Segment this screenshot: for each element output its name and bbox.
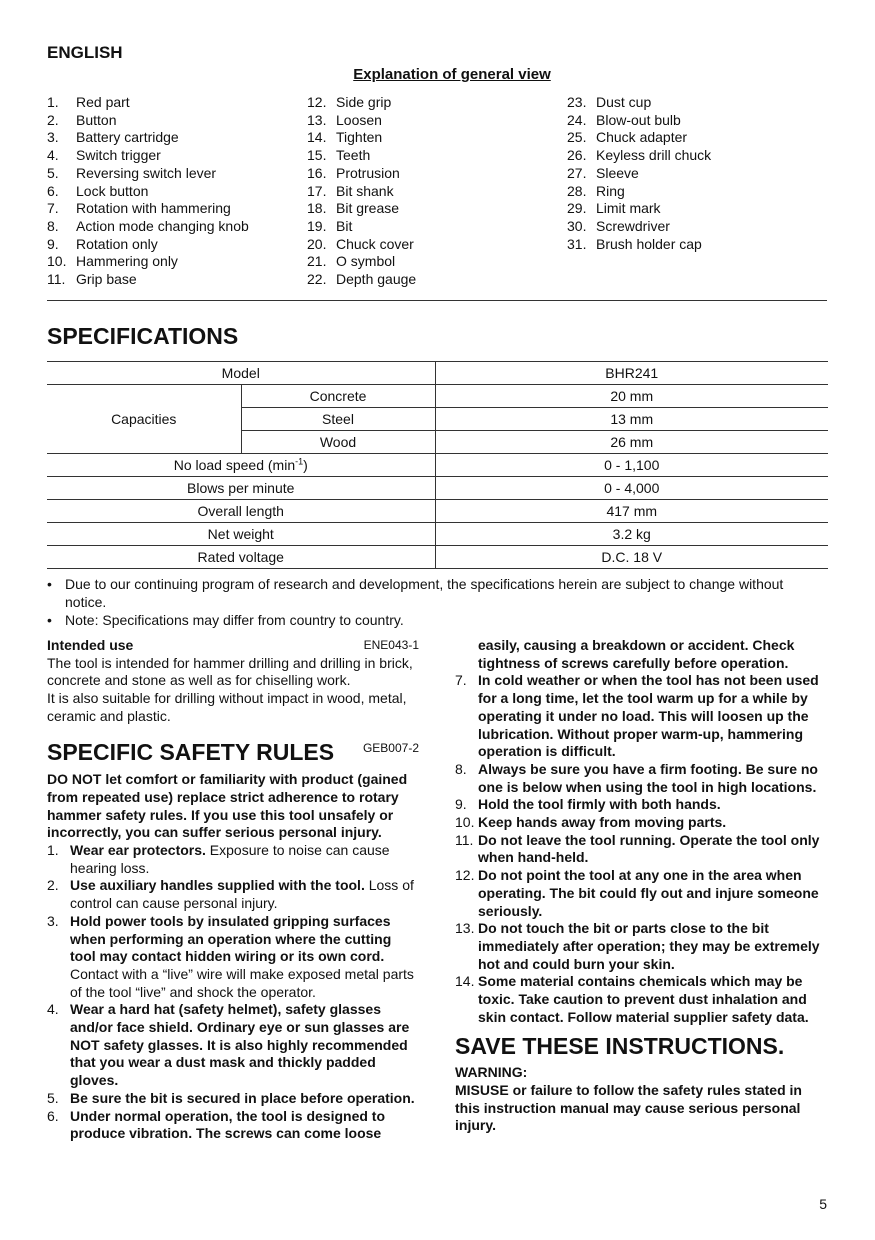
- general-view-item: [567, 218, 711, 236]
- spec-note: • Due to our continuing program of research and development, the specifications herein are subject to change without notice.: [47, 576, 784, 610]
- item-label: Switch trigger: [76, 147, 161, 164]
- safety-rule: 9. Hold the tool firmly with both hands.: [455, 796, 721, 813]
- general-view-item: [567, 200, 711, 218]
- general-view-item: [47, 147, 249, 165]
- item-label: Battery cartridge: [76, 129, 179, 146]
- spec-capacities-label: Capacities: [47, 385, 241, 454]
- item-number: 1.: [47, 94, 59, 110]
- general-view-item: [307, 271, 416, 289]
- general-view-item: [567, 147, 711, 165]
- item-label: Lock button: [76, 182, 149, 199]
- item-number: 24.: [567, 111, 587, 128]
- item-number: 5.: [47, 164, 59, 181]
- general-view-item: [567, 129, 711, 147]
- page-number: 5: [819, 1196, 827, 1212]
- spec-sublabel: Concrete: [241, 385, 435, 408]
- spec-row-model: [47, 362, 828, 385]
- left-column: [47, 637, 419, 1143]
- general-view-item: [307, 94, 416, 112]
- item-number: 2.: [47, 111, 59, 128]
- spec-value: D.C. 18 V: [435, 546, 828, 569]
- general-view-item: [567, 94, 711, 112]
- item-number: 15.: [307, 147, 327, 164]
- item-number: 23.: [567, 94, 587, 110]
- item-label: Hammering only: [76, 253, 178, 270]
- language-heading: ENGLISH: [47, 43, 123, 62]
- safety-rules-code: GEB007-2: [362, 740, 419, 755]
- spec-label: Net weight: [47, 523, 435, 546]
- item-number: 9.: [47, 235, 59, 252]
- item-label: Limit mark: [596, 200, 661, 217]
- general-view-item: [47, 129, 249, 147]
- safety-rule: 4. Wear a hard hat (safety helmet), safety glasses and/or face shield. Ordinary eye or sun glasses are NOT safety glasses. It is also highly recommended that you wear a dust mask and thickly padded gloves.: [47, 1001, 410, 1089]
- warning-text: MISUSE or failure to follow the safety rules stated in this instruction manual may cause serious personal injury.: [455, 1081, 802, 1134]
- safety-rule: 6. Under normal operation, the tool is designed to produce vibration. The screws can come loose: [47, 1107, 386, 1142]
- safety-rule: 8. Always be sure you have a firm footing. Be sure no one is below when using the tool in high locations.: [455, 760, 818, 795]
- general-view-item: [47, 112, 249, 130]
- item-number: 16.: [307, 164, 327, 181]
- general-view-title: Explanation of general view: [353, 66, 551, 83]
- right-column: [455, 637, 827, 1135]
- item-number: 27.: [567, 164, 587, 181]
- item-label: Red part: [76, 94, 130, 110]
- spec-value: 0 - 1,100: [435, 454, 828, 477]
- spec-value: BHR241: [435, 362, 828, 385]
- item-label: Bit: [336, 217, 353, 234]
- spec-label: No load speed $(\min^{-1})$: [47, 454, 435, 477]
- item-label: Teeth: [336, 147, 371, 164]
- intended-use-code: ENE043-1: [363, 638, 419, 652]
- general-view-item: [307, 112, 416, 130]
- intended-use-header: [47, 637, 419, 655]
- item-label: Depth gauge: [336, 271, 417, 288]
- safety-rule: 14. Some material contains chemicals which may be toxic. Take caution to prevent dust inhalation and skin contact. Follow material supplier safety data.: [455, 973, 809, 1025]
- general-view-item: [307, 218, 416, 236]
- safety-rule: 1. Wear ear protectors. Exposure to noise can cause hearing loss.: [47, 842, 390, 876]
- general-view-item: [307, 165, 416, 183]
- item-label: Screwdriver: [596, 217, 670, 234]
- spec-label: Overall length: [47, 500, 435, 523]
- specifications-title: SPECIFICATIONS: [47, 323, 239, 349]
- item-number: 25.: [567, 129, 587, 146]
- safety-rules-header: [47, 738, 419, 765]
- spec-value: 3.2 kg: [435, 523, 828, 546]
- item-label: Side grip: [336, 94, 392, 110]
- warning-label: WARNING:: [455, 1064, 528, 1081]
- item-number: 18.: [307, 200, 327, 217]
- item-number: 11.: [47, 271, 66, 288]
- item-label: Bit shank: [336, 182, 394, 199]
- safety-rule: 7. In cold weather or when the tool has not been used for a long time, let the tool warm up for a while by operating it under no load. This will loosen up the lubrication. Without proper warm-up, hammering operation is difficult.: [455, 672, 819, 760]
- spec-sublabel: Wood: [241, 431, 435, 454]
- item-number: 20.: [307, 235, 327, 252]
- general-view-item: [47, 165, 249, 183]
- general-view-item: [567, 183, 711, 201]
- item-number: 6.: [47, 182, 59, 199]
- general-view-item: [307, 147, 416, 165]
- safety-rule: 11. Do not leave the tool running. Operate the tool only when hand-held.: [455, 831, 820, 866]
- item-label: Action mode changing knob: [76, 217, 249, 234]
- general-view-item: [567, 165, 711, 183]
- general-view-item: [307, 129, 416, 147]
- general-view-item: [47, 218, 249, 236]
- item-number: 29.: [567, 200, 587, 217]
- spec-row-voltage: [47, 546, 828, 569]
- spec-value: 0 - 4,000: [435, 477, 828, 500]
- intended-use-paragraph: The tool is intended for hammer drilling and drilling in brick, concrete and stone as well as for chiselling work.: [47, 654, 413, 689]
- item-number: 12.: [307, 94, 327, 110]
- spec-row-length: [47, 500, 828, 523]
- save-instructions-title: SAVE THESE INSTRUCTIONS.: [455, 1033, 785, 1060]
- general-view-item: [567, 112, 711, 130]
- safety-rule: 3. Hold power tools by insulated gripping surfaces when performing an operation where the cutting tool may contact hidden wiring or its own cord. Contact with a “live” wire will make exposed metal parts of the tool “live” and shock the operator.: [47, 912, 414, 1000]
- item-label: Chuck cover: [336, 235, 414, 252]
- spec-notes: [47, 575, 827, 629]
- safety-rule: 2. Use auxiliary handles supplied with the tool. Loss of control can cause personal injury.: [47, 877, 414, 912]
- general-view-item: [567, 236, 711, 254]
- spec-note: • Note: Specifications may differ from country to country.: [47, 612, 404, 628]
- general-view-item: [47, 94, 249, 112]
- general-view-column-2: [307, 94, 416, 289]
- spec-row-weight: [47, 523, 828, 546]
- item-label: Rotation with hammering: [76, 200, 231, 217]
- general-view-item: [307, 236, 416, 254]
- general-view-item: [307, 183, 416, 201]
- general-view-item: [47, 271, 249, 289]
- item-number: 26.: [567, 147, 587, 164]
- item-number: 17.: [307, 182, 327, 199]
- intended-use-paragraph: It is also suitable for drilling without impact in wood, metal, ceramic and plastic.: [47, 690, 407, 724]
- item-label: Chuck adapter: [596, 129, 688, 146]
- spec-sublabel: Steel: [241, 408, 435, 431]
- item-number: 4.: [47, 147, 59, 164]
- item-label: Keyless drill chuck: [596, 147, 712, 164]
- item-number: 10.: [47, 253, 67, 270]
- item-number: 7.: [47, 200, 59, 217]
- item-number: 14.: [307, 129, 327, 146]
- spec-label: Rated voltage: [47, 546, 435, 569]
- specifications-table: [47, 361, 828, 569]
- item-number: 19.: [307, 217, 327, 234]
- general-view-column-1: [47, 94, 249, 289]
- item-number: 8.: [47, 217, 59, 234]
- safety-rule-continued: easily, causing a breakdown or accident. Check tightness of screws carefully before operation.: [478, 637, 795, 671]
- item-label: Ring: [596, 182, 625, 199]
- item-number: 22.: [307, 271, 327, 288]
- general-view-item: [47, 183, 249, 201]
- safety-rule: 10. Keep hands away from moving parts.: [455, 814, 727, 831]
- item-number: 30.: [567, 217, 587, 234]
- item-number: 13.: [307, 111, 327, 128]
- item-number: 31.: [567, 235, 587, 252]
- spec-value: 20 mm: [435, 385, 828, 408]
- item-label: Sleeve: [596, 164, 639, 181]
- general-view-column-3: [567, 94, 711, 253]
- general-view-item: [307, 253, 416, 271]
- item-label: Grip base: [76, 271, 137, 288]
- spec-value: 13 mm: [435, 408, 828, 431]
- general-view-item: [47, 200, 249, 218]
- item-label: Tighten: [336, 129, 383, 146]
- item-number: 28.: [567, 182, 587, 199]
- bullet-icon: •: [47, 576, 52, 592]
- general-view-item: [307, 200, 416, 218]
- item-label: Loosen: [336, 111, 382, 128]
- spec-label: Model: [47, 362, 435, 385]
- spec-row-speed: [47, 454, 828, 477]
- item-label: Reversing switch lever: [76, 164, 217, 181]
- general-view-item: [47, 236, 249, 254]
- spec-row-blows: [47, 477, 828, 500]
- item-label: O symbol: [336, 253, 396, 270]
- item-number: 3.: [47, 129, 59, 146]
- item-label: Dust cup: [596, 94, 652, 110]
- safety-intro: DO NOT let comfort or familiarity with product (gained from repeated use) replace strict adherence to rotary hammer safety rules. If you use this tool unsafely or incorrectly, you can suffer serious personal injury.: [47, 771, 408, 841]
- item-label: Blow-out bulb: [596, 111, 681, 128]
- section-divider: [47, 300, 827, 301]
- item-label: Rotation only: [76, 235, 158, 252]
- bullet-icon: •: [47, 612, 52, 628]
- item-label: Protrusion: [336, 164, 400, 181]
- general-view-item: [47, 253, 249, 271]
- safety-rule: 13. Do not touch the bit or parts close to the bit immediately after operation; they may be extremely hot and could burn your skin.: [455, 920, 820, 972]
- spec-label: Blows per minute: [47, 477, 435, 500]
- spec-value: 417 mm: [435, 500, 828, 523]
- safety-rules-title: SPECIFIC SAFETY RULES: [47, 738, 335, 765]
- item-number: 21.: [307, 253, 327, 270]
- item-label: Button: [76, 111, 117, 128]
- intended-use-title: Intended use: [47, 637, 134, 653]
- item-label: Bit grease: [336, 200, 400, 217]
- spec-value: 26 mm: [435, 431, 828, 454]
- item-label: Brush holder cap: [596, 235, 702, 252]
- spec-row-concrete: [47, 385, 828, 408]
- safety-rule: 5. Be sure the bit is secured in place before operation.: [47, 1089, 415, 1106]
- safety-rule: 12. Do not point the tool at any one in the area when operating. The bit could fly out and injure someone seriously.: [455, 867, 819, 919]
